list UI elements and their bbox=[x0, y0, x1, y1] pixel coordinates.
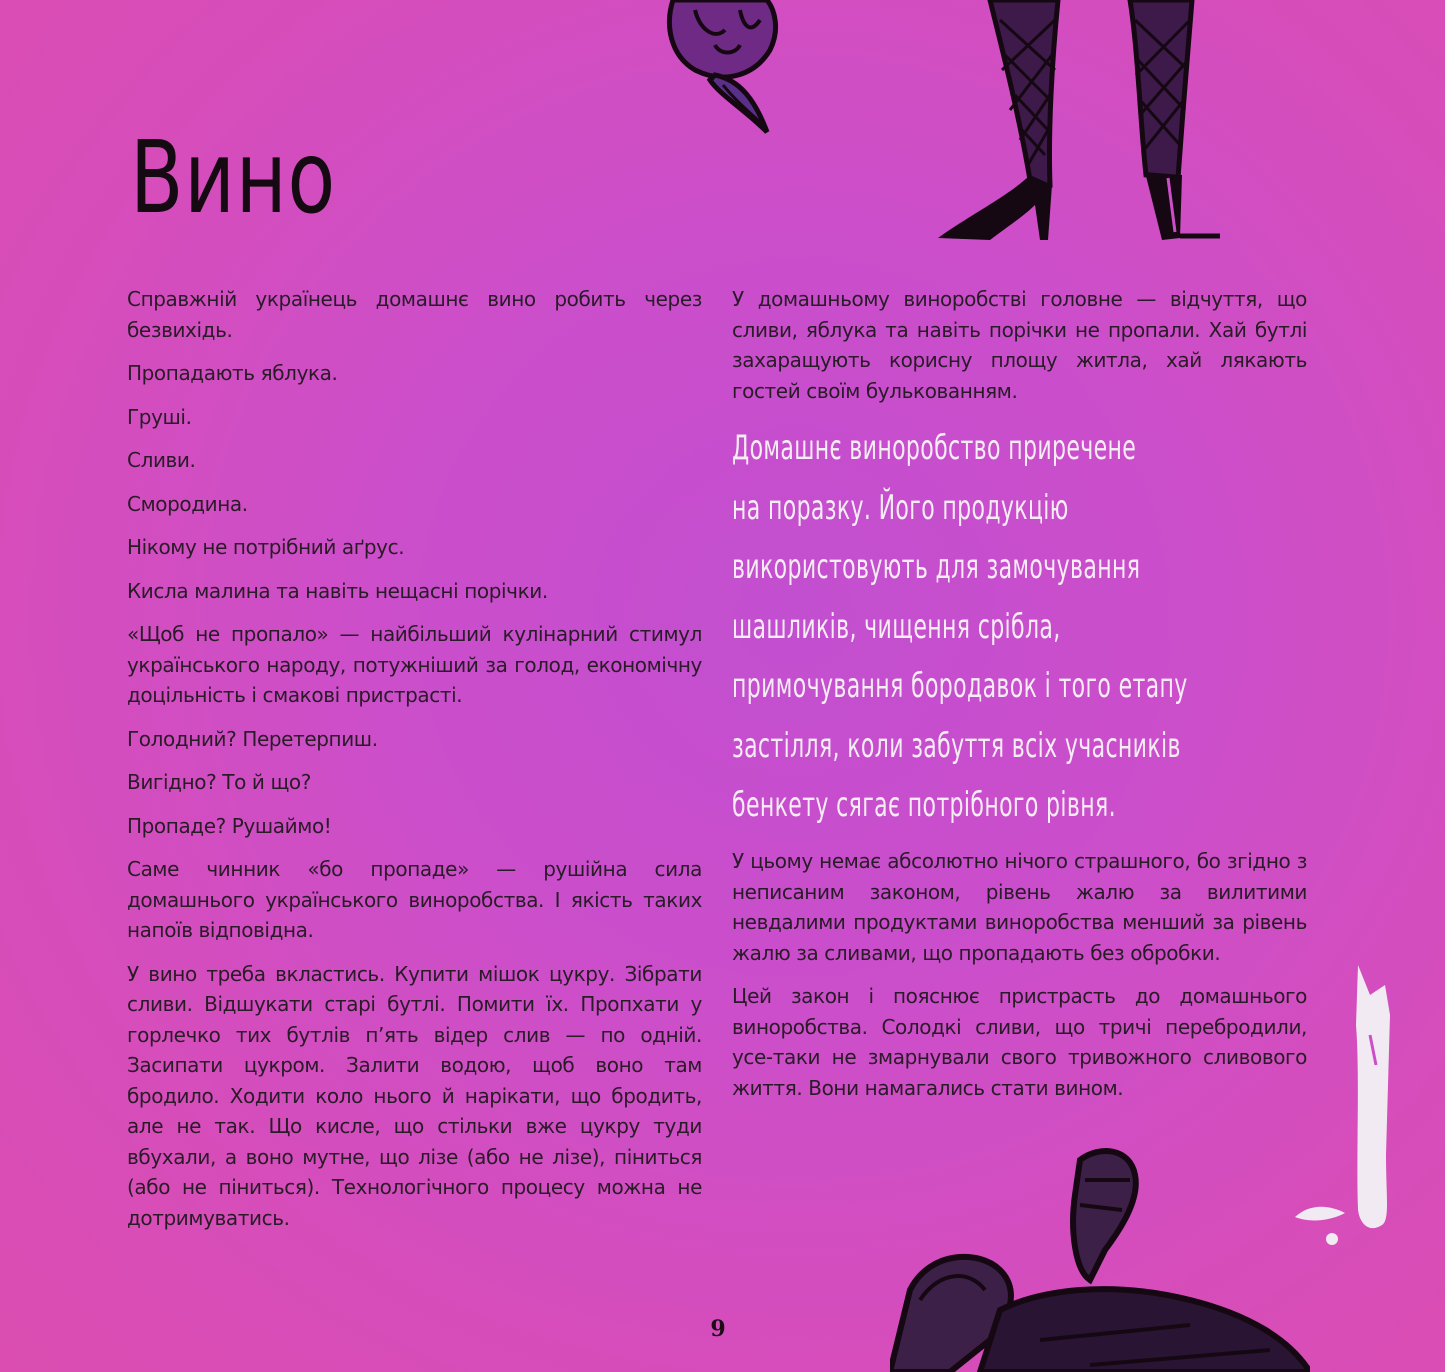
paragraph: Груші. bbox=[127, 404, 192, 429]
quote-line: бенкету сягає потрібного рівня. bbox=[732, 785, 1116, 825]
paragraph: Смородина. bbox=[127, 491, 248, 516]
paragraph: Пропаде? Рушаймо! bbox=[127, 813, 332, 838]
boots-illustration bbox=[890, 1140, 1310, 1372]
legs-heels-illustration bbox=[930, 0, 1230, 250]
paragraph: У вино треба вкластись. Купити мішок цукру. Зібрати сливи. Відшукати старі бутлі. Помити їх. Пропхати у горлечко тих бутлів п’ять відер слив — по одній. Засипати цукром. Залити водою, щоб воно там бродило. Ходити коло нього й нарікати, що бродить, але не так. Що кисле, що стільки вже цукру туди вбухали, а воно мутне, що лізе (або не лізе), піниться (або не піниться). Технологічного процесу можна не дотримуватись. bbox=[127, 961, 702, 1230]
left-column bbox=[127, 284, 702, 1246]
paragraph: Справжній українець домашнє вино робить через безвихідь. bbox=[127, 287, 702, 342]
paragraph: Цей закон і пояснює пристрасть до домашнього виноробства. Солодкі сливи, що тричі перебродили, усе-таки не змарнували свого тривожного сливового життя. Вони намагались стати вином. bbox=[732, 984, 1307, 1100]
quote-line: використовують для замочування bbox=[732, 547, 1141, 587]
intro-paragraph: У домашньому виноробстві головне — відчуття, що сливи, яблука та навіть порічки не пропали. Хай бутлі захаращують корисну площу житла, хай лякають гостей своїм булькованням. bbox=[732, 287, 1307, 403]
pull-quote bbox=[732, 419, 1250, 834]
paragraph: Вигідно? То й що? bbox=[127, 770, 311, 794]
quote-line: Домашнє виноробство приречене bbox=[732, 428, 1137, 468]
paragraph: Голодний? Перетерпиш. bbox=[127, 726, 378, 751]
right-column bbox=[732, 284, 1307, 1116]
paragraph: Сливи. bbox=[127, 448, 196, 472]
plum-head-illustration bbox=[655, 0, 795, 140]
page-title: Вино bbox=[130, 119, 337, 236]
page-number: 9 bbox=[710, 1316, 726, 1342]
quote-line: на поразку. Його продукцію bbox=[732, 487, 1069, 528]
paragraph: Пропадають яблука. bbox=[127, 361, 338, 385]
quote-line: застілля, коли забуття всіх учасників bbox=[732, 725, 1181, 766]
paragraph: У цьому немає абсолютно нічого страшного, бо згідно з неписаним законом, рівень жалю за вилитими невдалими продуктами виноробства менший за рівень жалю за сливами, що пропадають без обробки. bbox=[732, 849, 1307, 965]
paragraph: Саме чинник «бо пропаде» — рушійна сила домашнього українського виноробства. І якість таких напоїв відповідна. bbox=[127, 857, 702, 942]
paragraph: Кисла малина та навіть нещасні порічки. bbox=[127, 578, 548, 603]
quote-line: примочування бородавок і того етапу bbox=[732, 666, 1188, 706]
quote-line: шашликів, чищення срібла, bbox=[732, 606, 1061, 647]
paragraph: Нікому не потрібний аґрус. bbox=[127, 535, 405, 559]
paragraph: «Щоб не пропало» — найбільший кулінарний стимул українського народу, потужніший за голод, економічну доцільність і смакові пристрасті. bbox=[127, 622, 702, 707]
